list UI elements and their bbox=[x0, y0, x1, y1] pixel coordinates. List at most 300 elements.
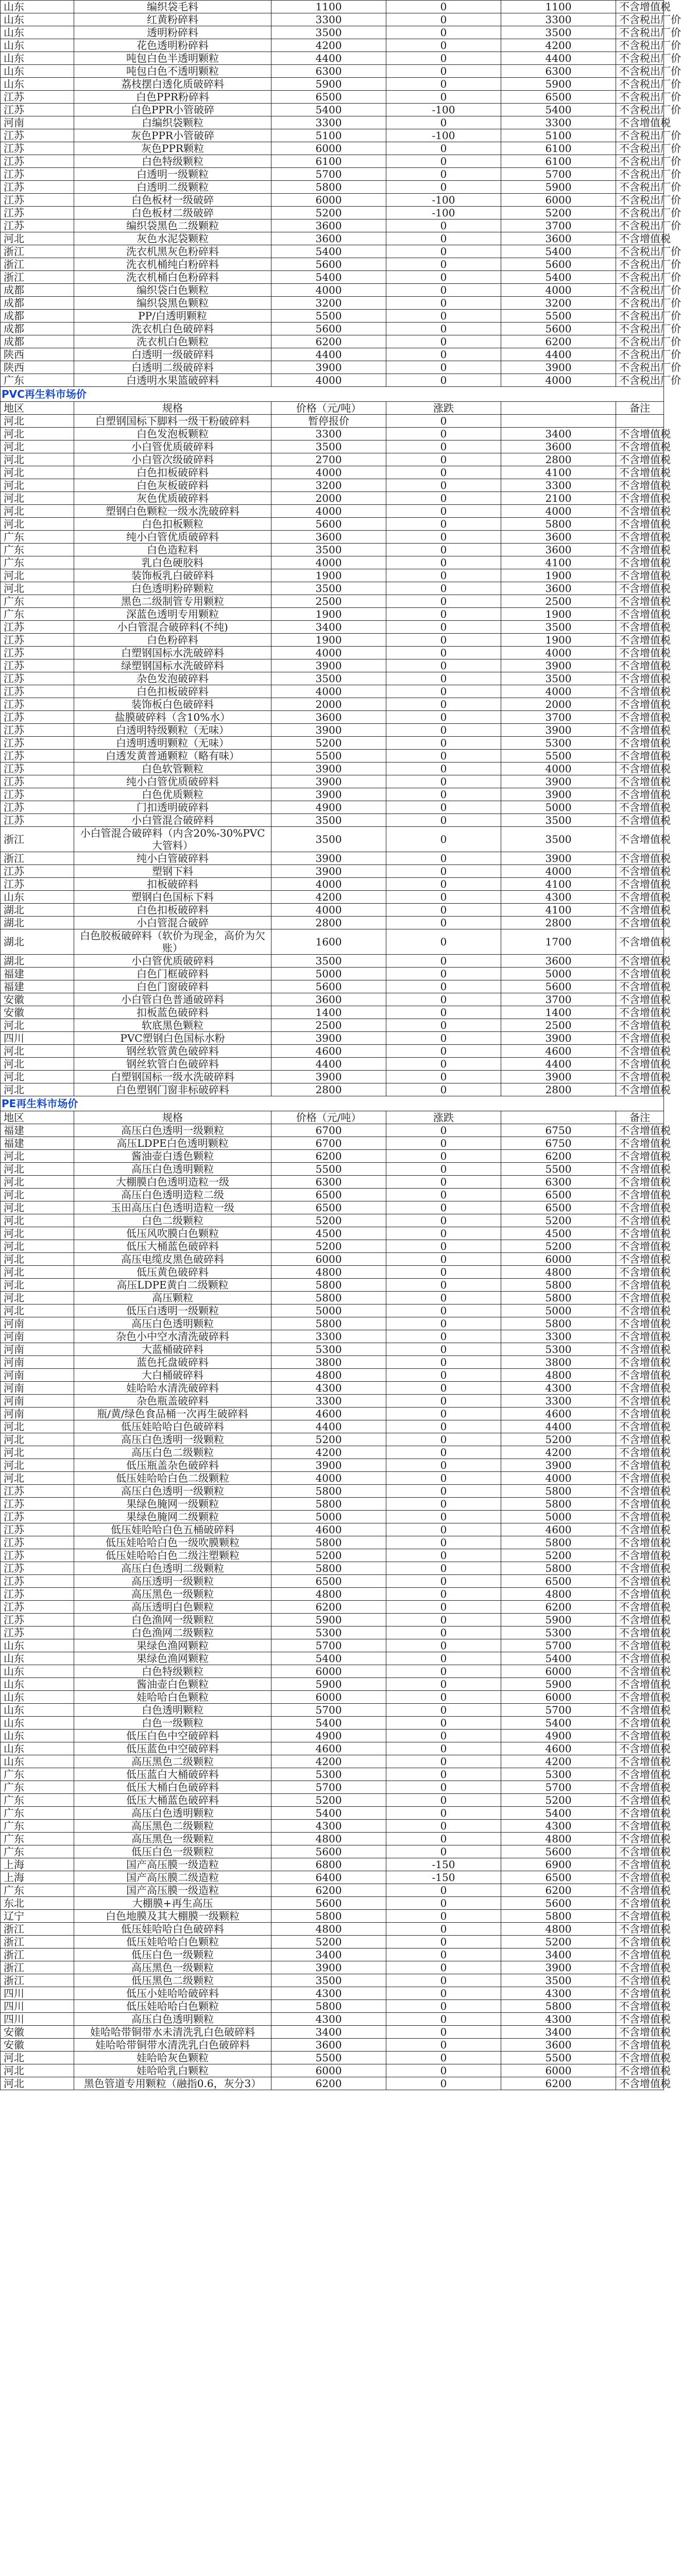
cell-price2: 5900 bbox=[501, 181, 616, 194]
cell-spec: 杂色发泡破碎料 bbox=[74, 672, 271, 685]
cell-note: 不含增值税 bbox=[616, 929, 664, 955]
cell-price2: 1700 bbox=[501, 929, 616, 955]
cell-region: 河南 bbox=[1, 116, 74, 129]
cell-change: 0 bbox=[386, 1472, 501, 1485]
cell-region: 广东 bbox=[1, 1807, 74, 1820]
cell-price: 6800 bbox=[271, 1858, 386, 1871]
cell-price2: 3800 bbox=[501, 1356, 616, 1369]
cell-change: 0 bbox=[386, 1742, 501, 1755]
cell-price2: 6200 bbox=[501, 2077, 616, 2090]
cell-price: 6000 bbox=[271, 2064, 386, 2077]
cell-note: 不含增值税 bbox=[616, 2077, 664, 2090]
cell-note: 不含增值税 bbox=[616, 518, 664, 531]
cell-price2: 5800 bbox=[501, 2000, 616, 2013]
cell-spec: 白色特级颗粒 bbox=[74, 155, 271, 168]
cell-region: 山东 bbox=[1, 65, 74, 78]
cell-change: 0 bbox=[386, 1794, 501, 1807]
table-row bbox=[1, 129, 664, 142]
cell-price2: 5600 bbox=[501, 258, 616, 271]
cell-region: 浙江 bbox=[1, 1961, 74, 1974]
table-row bbox=[1, 1923, 664, 1936]
cell-note: 不含税出厂价 bbox=[616, 335, 664, 348]
cell-change: 0 bbox=[386, 544, 501, 556]
cell-change: 0 bbox=[386, 1163, 501, 1176]
cell-change: 0 bbox=[386, 1124, 501, 1137]
cell-price: 5300 bbox=[271, 1343, 386, 1356]
cell-price: 6500 bbox=[271, 1201, 386, 1214]
cell-region: 河北 bbox=[1, 1163, 74, 1176]
cell-region: 江苏 bbox=[1, 672, 74, 685]
cell-spec: 白色地膜及其大棚膜一级颗粒 bbox=[74, 1910, 271, 1923]
table-row bbox=[1, 361, 664, 374]
cell-price: 2700 bbox=[271, 453, 386, 466]
cell-note: 不含增值税 bbox=[616, 1369, 664, 1382]
cell-price: 3500 bbox=[271, 827, 386, 852]
cell-change: 0 bbox=[386, 492, 501, 505]
cell-price2: 4200 bbox=[501, 1755, 616, 1768]
cell-spec: 装饰板白色破碎料 bbox=[74, 698, 271, 711]
table-row bbox=[1, 1511, 664, 1523]
cell-price2: 3700 bbox=[501, 219, 616, 232]
cell-change: 0 bbox=[386, 672, 501, 685]
cell-change: 0 bbox=[386, 39, 501, 52]
cell-change: 0 bbox=[386, 284, 501, 297]
cell-price2: 6750 bbox=[501, 1124, 616, 1137]
cell-price2: 5300 bbox=[501, 1626, 616, 1639]
cell-price2: 3900 bbox=[501, 361, 616, 374]
cell-change: 0 bbox=[386, 1382, 501, 1395]
table-row bbox=[1, 1974, 664, 1987]
cell-price2: 5800 bbox=[501, 1279, 616, 1292]
cell-spec: 洗衣机白色颗粒 bbox=[74, 335, 271, 348]
header-change: 涨跌 bbox=[386, 1111, 501, 1124]
cell-change: 0 bbox=[386, 788, 501, 801]
table-row bbox=[1, 698, 664, 711]
cell-price: 4000 bbox=[271, 505, 386, 518]
cell-region: 江苏 bbox=[1, 775, 74, 788]
cell-region: 成都 bbox=[1, 284, 74, 297]
table-row bbox=[1, 1137, 664, 1150]
cell-change: 0 bbox=[386, 116, 501, 129]
cell-price2: 6000 bbox=[501, 1253, 616, 1266]
cell-note: 不含增值税 bbox=[616, 1987, 664, 2000]
cell-price2: 3300 bbox=[501, 13, 616, 26]
cell-price: 3300 bbox=[271, 428, 386, 440]
cell-change: 0 bbox=[386, 1189, 501, 1201]
cell-note: 不含增值税 bbox=[616, 1974, 664, 1987]
cell-spec: 白色扣板破碎料 bbox=[74, 685, 271, 698]
header-spec: 规格 bbox=[74, 402, 271, 415]
cell-spec: 白色PPR粉碎料 bbox=[74, 91, 271, 104]
cell-spec: 纯小白管优质破碎料 bbox=[74, 775, 271, 788]
table-row bbox=[1, 1987, 664, 2000]
cell-region: 上海 bbox=[1, 1871, 74, 1884]
table-row bbox=[1, 2026, 664, 2039]
cell-price: 4200 bbox=[271, 39, 386, 52]
cell-note: 不含税出厂价 bbox=[616, 271, 664, 284]
cell-note: 不含增值税 bbox=[616, 492, 664, 505]
cell-price: 5400 bbox=[271, 1652, 386, 1665]
cell-note: 不含增值税 bbox=[616, 1214, 664, 1227]
table-row bbox=[1, 1871, 664, 1884]
cell-price: 4300 bbox=[271, 1987, 386, 2000]
cell-note: 不含增值税 bbox=[616, 1317, 664, 1330]
cell-note: 不含增值税 bbox=[616, 1382, 664, 1395]
cell-note: 不含增值税 bbox=[616, 1536, 664, 1549]
table-row bbox=[1, 2039, 664, 2052]
cell-spec: 白色软管颗粒 bbox=[74, 762, 271, 775]
cell-note: 不含增值税 bbox=[616, 1006, 664, 1019]
cell-price: 1900 bbox=[271, 569, 386, 582]
header-region: 地区 bbox=[1, 1111, 74, 1124]
cell-spec: 低压娃哈哈白色破碎料 bbox=[74, 1420, 271, 1433]
cell-spec: 钢丝软管白色破碎料 bbox=[74, 1058, 271, 1071]
cell-price: 4300 bbox=[271, 1382, 386, 1395]
cell-spec: 小白管次级破碎料 bbox=[74, 453, 271, 466]
cell-price: 6300 bbox=[271, 1176, 386, 1189]
cell-region: 浙江 bbox=[1, 1936, 74, 1948]
cell-price: 3900 bbox=[271, 865, 386, 878]
cell-note: 不含增值税 bbox=[616, 1871, 664, 1884]
cell-region: 河北 bbox=[1, 518, 74, 531]
cell-spec: 国产高压膜一级造粒 bbox=[74, 1858, 271, 1871]
cell-region: 河北 bbox=[1, 1058, 74, 1071]
cell-change: 0 bbox=[386, 993, 501, 1006]
cell-spec: 洗衣机白色破碎料 bbox=[74, 323, 271, 335]
cell-price2: 4000 bbox=[501, 505, 616, 518]
cell-price2: 5200 bbox=[501, 1240, 616, 1253]
cell-change: 0 bbox=[386, 1730, 501, 1742]
cell-price: 3600 bbox=[271, 232, 386, 245]
cell-note: 不含税出厂价 bbox=[616, 348, 664, 361]
cell-spec: 小白管混合破碎 bbox=[74, 917, 271, 929]
cell-note: 不含增值税 bbox=[616, 1032, 664, 1045]
cell-spec: 娃哈哈灰色颗粒 bbox=[74, 2052, 271, 2064]
cell-note: 不含增值税 bbox=[616, 1884, 664, 1897]
cell-change: 0 bbox=[386, 52, 501, 65]
cell-spec: 吨包白色不透明颗粒 bbox=[74, 65, 271, 78]
cell-price: 5100 bbox=[271, 129, 386, 142]
cell-change: 0 bbox=[386, 1279, 501, 1292]
cell-spec: 高压白色二级颗粒 bbox=[74, 1446, 271, 1459]
cell-region: 浙江 bbox=[1, 1948, 74, 1961]
cell-region: 河北 bbox=[1, 1472, 74, 1485]
cell-price: 3600 bbox=[271, 2039, 386, 2052]
cell-price: 5400 bbox=[271, 104, 386, 116]
cell-price2: 5600 bbox=[501, 323, 616, 335]
cell-note: 不含税出厂价 bbox=[616, 297, 664, 310]
table-row bbox=[1, 219, 664, 232]
cell-spec: 高压白色透明颗粒 bbox=[74, 2013, 271, 2026]
cell-price: 5600 bbox=[271, 518, 386, 531]
cell-price2: 1900 bbox=[501, 608, 616, 621]
cell-price: 5700 bbox=[271, 1704, 386, 1717]
cell-note: 不含税出厂价 bbox=[616, 65, 664, 78]
cell-region: 河北 bbox=[1, 1266, 74, 1279]
cell-price2: 2800 bbox=[501, 1083, 616, 1096]
cell-note: 不含增值税 bbox=[616, 685, 664, 698]
table-row bbox=[1, 1575, 664, 1588]
cell-note: 不含税出厂价 bbox=[616, 52, 664, 65]
cell-change: 0 bbox=[386, 556, 501, 569]
table-row bbox=[1, 1317, 664, 1330]
cell-price2: 5500 bbox=[501, 2052, 616, 2064]
table-row bbox=[1, 775, 664, 788]
cell-region: 福建 bbox=[1, 968, 74, 980]
cell-note: 不含增值税 bbox=[616, 1124, 664, 1137]
cell-change: 0 bbox=[386, 518, 501, 531]
cell-note: 不含税出厂价 bbox=[616, 323, 664, 335]
table-row bbox=[1, 518, 664, 531]
cell-price: 4200 bbox=[271, 891, 386, 904]
cell-change: 0 bbox=[386, 1807, 501, 1820]
cell-spec: 白塑钢国标一级水洗破碎料 bbox=[74, 1071, 271, 1083]
cell-region: 河北 bbox=[1, 1459, 74, 1472]
cell-price2: 5300 bbox=[501, 1768, 616, 1781]
cell-note: 不含税出厂价 bbox=[616, 129, 664, 142]
cell-price: 3900 bbox=[271, 1961, 386, 1974]
cell-spec: 门扣透明破碎料 bbox=[74, 801, 271, 814]
cell-change: -100 bbox=[386, 104, 501, 116]
cell-price2: 3600 bbox=[501, 440, 616, 453]
cell-note: 不含增值税 bbox=[616, 1845, 664, 1858]
cell-change: 0 bbox=[386, 1562, 501, 1575]
cell-note: 不含增值税 bbox=[616, 2000, 664, 2013]
cell-change: 0 bbox=[386, 1240, 501, 1253]
table-row bbox=[1, 1536, 664, 1549]
cell-change: 0 bbox=[386, 1549, 501, 1562]
header-spec: 规格 bbox=[74, 1111, 271, 1124]
table-row bbox=[1, 52, 664, 65]
cell-region: 江苏 bbox=[1, 865, 74, 878]
cell-note: 不含增值税 bbox=[616, 2039, 664, 2052]
cell-price: 3900 bbox=[271, 762, 386, 775]
table-row bbox=[1, 1279, 664, 1292]
cell-note: 不含增值税 bbox=[616, 1562, 664, 1575]
table-row bbox=[1, 1742, 664, 1755]
cell-spec: 白透发黄普通颗粒（略有味） bbox=[74, 750, 271, 762]
cell-change: 0 bbox=[386, 1523, 501, 1536]
cell-spec: 玉田高压白色透明造粒一级 bbox=[74, 1201, 271, 1214]
table-row bbox=[1, 904, 664, 917]
table-row bbox=[1, 1459, 664, 1472]
cell-spec: 钢丝软管黄色破碎料 bbox=[74, 1045, 271, 1058]
cell-spec: 白色门框破碎料 bbox=[74, 968, 271, 980]
table-row bbox=[1, 1858, 664, 1871]
cell-note: 不含增值税 bbox=[616, 621, 664, 634]
cell-price2: 3600 bbox=[501, 232, 616, 245]
cell-price2: 4600 bbox=[501, 1408, 616, 1420]
cell-region: 山东 bbox=[1, 1742, 74, 1755]
cell-price2 bbox=[501, 415, 616, 428]
cell-spec: 编织袋黑色颗粒 bbox=[74, 297, 271, 310]
cell-region: 辽宁 bbox=[1, 1910, 74, 1923]
cell-note: 不含增值税 bbox=[616, 1691, 664, 1704]
cell-price2: 5900 bbox=[501, 1678, 616, 1691]
table-row bbox=[1, 1678, 664, 1691]
table-row bbox=[1, 1717, 664, 1730]
cell-change: 0 bbox=[386, 1137, 501, 1150]
table-row bbox=[1, 505, 664, 518]
cell-change: 0 bbox=[386, 2064, 501, 2077]
cell-spec: 高压白色透明颗粒 bbox=[74, 1163, 271, 1176]
cell-price2: 3300 bbox=[501, 479, 616, 492]
cell-price: 3300 bbox=[271, 13, 386, 26]
table-row bbox=[1, 1019, 664, 1032]
cell-note: 不含增值税 bbox=[616, 428, 664, 440]
cell-price2: 5700 bbox=[501, 168, 616, 181]
cell-note: 不含税出厂价 bbox=[616, 361, 664, 374]
cell-note: 不含增值税 bbox=[616, 1858, 664, 1871]
cell-price: 5200 bbox=[271, 1936, 386, 1948]
cell-spec: 灰色PPR小管破碎 bbox=[74, 129, 271, 142]
cell-region: 江苏 bbox=[1, 219, 74, 232]
cell-price2: 5200 bbox=[501, 1214, 616, 1227]
cell-price2: 4000 bbox=[501, 1472, 616, 1485]
cell-spec: 低压娃哈哈白色颗粒 bbox=[74, 2000, 271, 2013]
cell-region: 江苏 bbox=[1, 1523, 74, 1536]
cell-note: 不含税出厂价 bbox=[616, 26, 664, 39]
cell-region: 浙江 bbox=[1, 827, 74, 852]
cell-note: 不含增值税 bbox=[616, 595, 664, 608]
cell-change: 0 bbox=[386, 1974, 501, 1987]
cell-region: 江苏 bbox=[1, 737, 74, 750]
cell-spec: 白色渔网一级颗粒 bbox=[74, 1614, 271, 1626]
cell-change: 0 bbox=[386, 91, 501, 104]
cell-region: 江苏 bbox=[1, 762, 74, 775]
cell-price2: 6000 bbox=[501, 1665, 616, 1678]
cell-price2: 4500 bbox=[501, 1227, 616, 1240]
cell-spec: 透明粉碎料 bbox=[74, 26, 271, 39]
cell-note: 不含增值税 bbox=[616, 531, 664, 544]
cell-price: 5500 bbox=[271, 310, 386, 323]
cell-note bbox=[616, 415, 664, 428]
cell-note: 不含增值税 bbox=[616, 968, 664, 980]
cell-price: 4000 bbox=[271, 466, 386, 479]
cell-price: 6100 bbox=[271, 155, 386, 168]
cell-price2: 5300 bbox=[501, 1343, 616, 1356]
cell-price2: 5000 bbox=[501, 1304, 616, 1317]
cell-note: 不含增值税 bbox=[616, 1781, 664, 1794]
table-row bbox=[1, 1498, 664, 1511]
cell-change: 0 bbox=[386, 801, 501, 814]
cell-price2: 4000 bbox=[501, 685, 616, 698]
table-row bbox=[1, 1343, 664, 1356]
cell-region: 山东 bbox=[1, 1730, 74, 1742]
cell-region: 河南 bbox=[1, 1330, 74, 1343]
cell-change: 0 bbox=[386, 310, 501, 323]
cell-price: 4000 bbox=[271, 647, 386, 659]
cell-note: 不含增值税 bbox=[616, 1549, 664, 1562]
cell-spec: 白色粉碎料 bbox=[74, 634, 271, 647]
cell-price2: 6300 bbox=[501, 1176, 616, 1189]
cell-price: 4800 bbox=[271, 1588, 386, 1601]
cell-price2: 6000 bbox=[501, 1691, 616, 1704]
cell-price: 1600 bbox=[271, 929, 386, 955]
cell-region: 广东 bbox=[1, 1781, 74, 1794]
table-row bbox=[1, 39, 664, 52]
cell-spec: 低压黄色破碎料 bbox=[74, 1266, 271, 1279]
cell-change: 0 bbox=[386, 142, 501, 155]
cell-price2: 3700 bbox=[501, 993, 616, 1006]
cell-note: 不含增值税 bbox=[616, 1330, 664, 1343]
cell-price2: 5700 bbox=[501, 1781, 616, 1794]
table-row bbox=[1, 762, 664, 775]
cell-note: 不含税出厂价 bbox=[616, 310, 664, 323]
cell-price2: 2500 bbox=[501, 1019, 616, 1032]
cell-spec: 洗衣机桶纯白粉碎料 bbox=[74, 258, 271, 271]
cell-price2: 3600 bbox=[501, 531, 616, 544]
cell-price: 4800 bbox=[271, 1369, 386, 1382]
cell-price2: 6000 bbox=[501, 194, 616, 207]
cell-spec: 高压白色透明颗粒 bbox=[74, 1317, 271, 1330]
table-row bbox=[1, 1936, 664, 1948]
cell-region: 江苏 bbox=[1, 621, 74, 634]
cell-note: 不含增值税 bbox=[616, 1910, 664, 1923]
cell-price2: 5700 bbox=[501, 1704, 616, 1717]
cell-note: 不含增值税 bbox=[616, 891, 664, 904]
cell-note: 不含增值税 bbox=[616, 737, 664, 750]
cell-spec: 白透明特级颗粒（无味） bbox=[74, 724, 271, 737]
cell-price: 3900 bbox=[271, 659, 386, 672]
cell-price2: 2100 bbox=[501, 492, 616, 505]
table-row bbox=[1, 980, 664, 993]
cell-price: 3400 bbox=[271, 1948, 386, 1961]
cell-change: 0 bbox=[386, 711, 501, 724]
cell-price: 6200 bbox=[271, 1601, 386, 1614]
cell-price: 3800 bbox=[271, 1356, 386, 1369]
header-change: 涨跌 bbox=[386, 402, 501, 415]
cell-price: 3500 bbox=[271, 1974, 386, 1987]
cell-change: 0 bbox=[386, 1961, 501, 1974]
cell-spec: 红黄粉碎料 bbox=[74, 13, 271, 26]
table-row bbox=[1, 621, 664, 634]
cell-price2: 1900 bbox=[501, 634, 616, 647]
cell-price: 5700 bbox=[271, 1781, 386, 1794]
cell-price2: 4300 bbox=[501, 1382, 616, 1395]
table-row bbox=[1, 1833, 664, 1845]
cell-price: 5800 bbox=[271, 181, 386, 194]
cell-change: 0 bbox=[386, 1884, 501, 1897]
cell-region: 福建 bbox=[1, 980, 74, 993]
cell-region: 山东 bbox=[1, 1717, 74, 1730]
cell-note: 不含增值税 bbox=[616, 1083, 664, 1096]
cell-change: 0 bbox=[386, 1614, 501, 1626]
cell-region: 江苏 bbox=[1, 1498, 74, 1511]
cell-price2: 3500 bbox=[501, 621, 616, 634]
table-row bbox=[1, 737, 664, 750]
cell-price: 5400 bbox=[271, 245, 386, 258]
cell-spec: 白色透明颗粒 bbox=[74, 1704, 271, 1717]
cell-note: 不含增值税 bbox=[616, 466, 664, 479]
cell-change: 0 bbox=[386, 2039, 501, 2052]
cell-change: 0 bbox=[386, 955, 501, 968]
cell-change: 0 bbox=[386, 2026, 501, 2039]
table-row bbox=[1, 1807, 664, 1820]
cell-price2: 3900 bbox=[501, 1459, 616, 1472]
table-row bbox=[1, 917, 664, 929]
table-row bbox=[1, 814, 664, 827]
cell-price2: 4800 bbox=[501, 1923, 616, 1936]
cell-change: 0 bbox=[386, 2052, 501, 2064]
cell-change: 0 bbox=[386, 621, 501, 634]
cell-note: 不含税出厂价 bbox=[616, 91, 664, 104]
cell-region: 湖北 bbox=[1, 904, 74, 917]
cell-price: 5200 bbox=[271, 1240, 386, 1253]
cell-price: 5000 bbox=[271, 1304, 386, 1317]
cell-note: 不含增值税 bbox=[616, 1150, 664, 1163]
header-price: 价格（元/吨） bbox=[271, 402, 386, 415]
